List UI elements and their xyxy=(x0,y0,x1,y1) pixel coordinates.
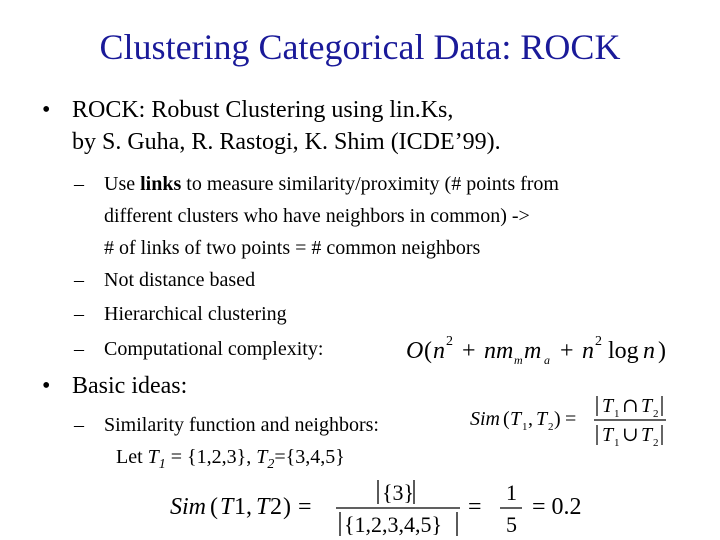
sim-example-formula xyxy=(170,476,590,538)
svg-text:T: T xyxy=(256,494,270,520)
sub-bullet-not-distance xyxy=(74,264,256,296)
dash-symbol: – xyxy=(74,303,84,325)
svg-text:∪: ∪ xyxy=(622,422,639,446)
svg-text:2: 2 xyxy=(446,334,453,349)
svg-text:): ) xyxy=(554,408,561,430)
not-distance-text: Not distance based xyxy=(104,269,256,291)
svg-text:n: n xyxy=(582,338,594,364)
dash-symbol: – xyxy=(74,414,84,436)
svg-text:(: ( xyxy=(503,408,510,430)
sub-bullet-links xyxy=(74,168,559,264)
hierarchical-text: Hierarchical clustering xyxy=(104,303,287,325)
basic-ideas-text: Basic ideas: xyxy=(72,373,188,399)
links-pre: Use xyxy=(104,173,141,195)
svg-text:=: = xyxy=(565,408,577,430)
bullet-rock-line1: ROCK: Robust Clustering using lin.Ks, xyxy=(72,97,454,123)
svg-text:5: 5 xyxy=(506,512,517,537)
svg-text:m: m xyxy=(514,353,523,367)
dash-symbol: – xyxy=(74,269,84,291)
svg-text:O: O xyxy=(406,338,424,364)
svg-text:T: T xyxy=(220,494,234,520)
svg-text:=: = xyxy=(468,494,482,520)
links-line3: # of links of two points = # common neighbors xyxy=(104,237,481,259)
svg-text:T: T xyxy=(641,395,653,417)
svg-text:a: a xyxy=(544,353,550,367)
svg-text:Sim: Sim xyxy=(170,494,206,520)
svg-text:(: ( xyxy=(424,338,432,364)
svg-text:1,: 1, xyxy=(234,494,252,520)
dash-symbol: – xyxy=(74,173,84,195)
svg-text:2: 2 xyxy=(653,437,659,449)
bullet-symbol: • xyxy=(42,373,51,399)
svg-text:1: 1 xyxy=(522,421,528,433)
links-post: to measure similarity/proximity (# points from xyxy=(181,173,559,195)
svg-text:2: 2 xyxy=(548,421,554,433)
svg-text:= 0.2: = 0.2 xyxy=(532,494,582,520)
svg-text:1: 1 xyxy=(614,437,620,449)
svg-text:{3}: {3} xyxy=(382,480,415,505)
links-bold: links xyxy=(140,173,182,195)
sub-bullet-similarity xyxy=(74,409,379,481)
sub-bullet-complexity xyxy=(74,333,324,365)
svg-text:2: 2 xyxy=(595,334,602,349)
complexity-formula xyxy=(406,330,682,370)
svg-text:+: + xyxy=(462,338,476,364)
svg-text:T: T xyxy=(602,395,614,417)
svg-text:1: 1 xyxy=(506,480,517,505)
let-line: Let $T_1 = \{1,2,3\}$, $T_2=\{3,4,5\}$ xyxy=(116,446,345,472)
svg-text:2: 2 xyxy=(653,408,659,420)
svg-text:log: log xyxy=(608,338,639,364)
bullet-basic-ideas xyxy=(42,370,188,402)
svg-text:): ) xyxy=(658,338,666,364)
sub-bullet-hierarchical xyxy=(74,298,287,330)
similarity-text: Similarity function and neighbors: xyxy=(104,414,379,436)
svg-text:Sim: Sim xyxy=(470,408,500,430)
complexity-text: Computational complexity: xyxy=(104,338,324,360)
svg-text:1: 1 xyxy=(614,408,620,420)
bullet-rock-line2: by S. Guha, R. Rastogi, K. Shim (ICDE’99). xyxy=(72,129,501,155)
svg-text:2: 2 xyxy=(270,494,282,520)
sim-definition-formula xyxy=(470,392,670,448)
links-line2: different clusters who have neighbors in common) -> xyxy=(104,205,530,227)
slide-title: Clustering Categorical Data: ROCK xyxy=(99,27,621,67)
svg-text:m: m xyxy=(524,338,542,364)
svg-text:{1,2,3,4,5}: {1,2,3,4,5} xyxy=(344,512,443,537)
bullet-rock xyxy=(42,94,501,158)
bullet-symbol: • xyxy=(42,97,51,123)
dash-symbol: – xyxy=(74,338,84,360)
svg-text:T: T xyxy=(641,424,653,446)
svg-text:,: , xyxy=(528,408,533,430)
svg-text:=: = xyxy=(298,494,312,520)
svg-text:T: T xyxy=(536,408,548,430)
svg-text:(: ( xyxy=(210,494,218,520)
svg-text:n: n xyxy=(643,338,655,364)
svg-text:T: T xyxy=(602,424,614,446)
svg-text:n: n xyxy=(433,338,445,364)
svg-text:): ) xyxy=(283,494,291,520)
svg-text:nm: nm xyxy=(484,338,514,364)
svg-text:T: T xyxy=(510,408,522,430)
svg-text:+: + xyxy=(560,338,574,364)
svg-text:∩: ∩ xyxy=(622,393,639,417)
